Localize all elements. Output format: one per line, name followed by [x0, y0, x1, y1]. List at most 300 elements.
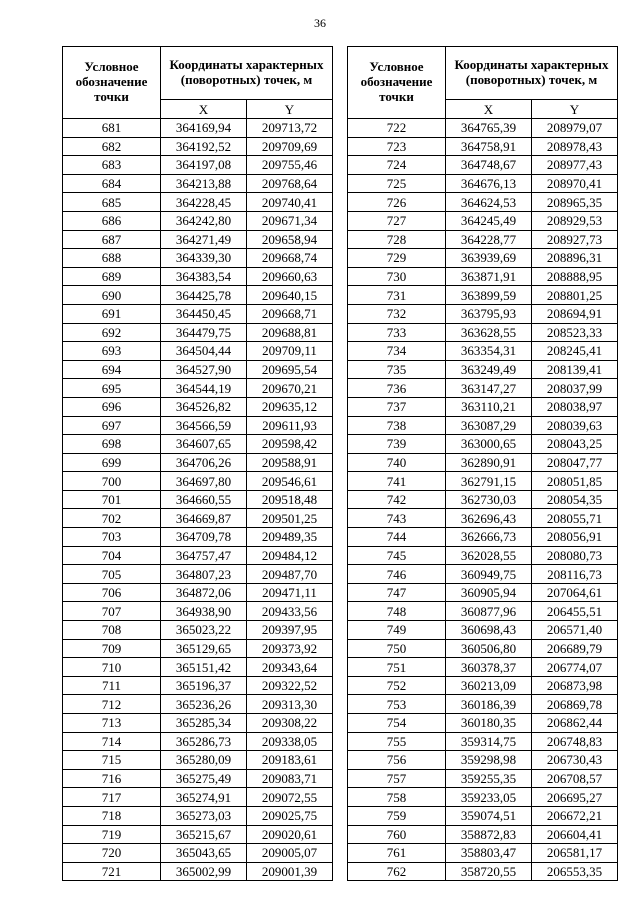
- x-coordinate-cell: 364192,52: [161, 137, 247, 156]
- x-coordinate-cell: 365215,67: [161, 825, 247, 844]
- x-coordinate-cell: 365280,09: [161, 751, 247, 770]
- x-coordinate-cell: 360877,96: [446, 602, 532, 621]
- y-coordinate-cell: 209688,81: [247, 323, 333, 342]
- table-row: [63, 788, 333, 807]
- y-coordinate-cell: 208245,41: [532, 342, 618, 361]
- point-number-cell: 761: [348, 844, 446, 863]
- x-coordinate-cell: 365273,03: [161, 806, 247, 825]
- table-row: [348, 416, 618, 435]
- x-coordinate-cell: 365275,49: [161, 769, 247, 788]
- table-row: [63, 528, 333, 547]
- y-coordinate-cell: 209709,69: [247, 137, 333, 156]
- coordinates-table-left: [62, 46, 333, 881]
- table-row: [63, 230, 333, 249]
- table-row: [63, 806, 333, 825]
- point-number-cell: 751: [348, 658, 446, 677]
- table-row: [63, 323, 333, 342]
- x-coordinate-cell: 364669,87: [161, 509, 247, 528]
- table-row: [348, 751, 618, 770]
- point-number-cell: 749: [348, 621, 446, 640]
- point-number-cell: 705: [63, 565, 161, 584]
- table-row: [63, 751, 333, 770]
- point-label-header: Условное обозначение точки: [63, 47, 161, 119]
- x-coordinate-cell: 365043,65: [161, 844, 247, 863]
- y-coordinate-cell: 209471,11: [247, 583, 333, 602]
- point-number-cell: 703: [63, 528, 161, 547]
- y-coordinate-cell: 208927,73: [532, 230, 618, 249]
- point-number-cell: 725: [348, 174, 446, 193]
- y-coordinate-cell: 209487,70: [247, 565, 333, 584]
- table-row: [63, 137, 333, 156]
- x-coordinate-cell: 363110,21: [446, 397, 532, 416]
- table-row: [63, 546, 333, 565]
- point-number-cell: 759: [348, 806, 446, 825]
- table-row: [63, 211, 333, 230]
- y-coordinate-cell: 208694,91: [532, 304, 618, 323]
- x-coordinate-cell: 364339,30: [161, 249, 247, 268]
- point-number-cell: 734: [348, 342, 446, 361]
- table-row: [63, 379, 333, 398]
- table-row: [348, 788, 618, 807]
- x-coordinate-cell: 364245,49: [446, 211, 532, 230]
- x-coordinate-cell: 364228,77: [446, 230, 532, 249]
- point-number-cell: 727: [348, 211, 446, 230]
- y-coordinate-cell: 208038,97: [532, 397, 618, 416]
- table-row: [63, 416, 333, 435]
- table-row: [63, 639, 333, 658]
- x-coordinate-cell: 364479,75: [161, 323, 247, 342]
- y-coordinate-cell: 209020,61: [247, 825, 333, 844]
- point-number-cell: 698: [63, 435, 161, 454]
- page-number: 36: [314, 16, 326, 30]
- table-row: [348, 267, 618, 286]
- y-coordinate-cell: 208801,25: [532, 286, 618, 305]
- point-number-cell: 695: [63, 379, 161, 398]
- x-column-header: X: [446, 100, 532, 119]
- table-row: [348, 621, 618, 640]
- x-coordinate-cell: 358872,83: [446, 825, 532, 844]
- y-coordinate-cell: 208055,71: [532, 509, 618, 528]
- table-row: [348, 323, 618, 342]
- table-row: [63, 267, 333, 286]
- table-row: [63, 621, 333, 640]
- y-coordinate-cell: 208047,77: [532, 453, 618, 472]
- y-coordinate-cell: 209713,72: [247, 119, 333, 138]
- y-coordinate-cell: 209489,35: [247, 528, 333, 547]
- point-number-cell: 694: [63, 360, 161, 379]
- x-coordinate-cell: 364527,90: [161, 360, 247, 379]
- x-coordinate-cell: 365286,73: [161, 732, 247, 751]
- x-coordinate-cell: 364544,19: [161, 379, 247, 398]
- table-row: [63, 769, 333, 788]
- table-row: [348, 453, 618, 472]
- x-coordinate-cell: 364765,39: [446, 119, 532, 138]
- x-coordinate-cell: 364504,44: [161, 342, 247, 361]
- table-row: [63, 304, 333, 323]
- y-coordinate-cell: 209322,52: [247, 676, 333, 695]
- x-coordinate-cell: 362890,91: [446, 453, 532, 472]
- table-row: [63, 397, 333, 416]
- table-row: [348, 360, 618, 379]
- y-coordinate-cell: 206672,21: [532, 806, 618, 825]
- y-coordinate-cell: 208970,41: [532, 174, 618, 193]
- table-row: [348, 769, 618, 788]
- table-row: [348, 249, 618, 268]
- x-coordinate-cell: 364213,88: [161, 174, 247, 193]
- x-coordinate-cell: 359233,05: [446, 788, 532, 807]
- y-coordinate-cell: 206689,79: [532, 639, 618, 658]
- table-row: [348, 379, 618, 398]
- table-row: [348, 137, 618, 156]
- y-coordinate-cell: 206748,83: [532, 732, 618, 751]
- x-coordinate-cell: 363147,27: [446, 379, 532, 398]
- x-coordinate-cell: 365285,34: [161, 714, 247, 733]
- table-row: [348, 806, 618, 825]
- x-coordinate-cell: 359074,51: [446, 806, 532, 825]
- y-coordinate-cell: 208056,91: [532, 528, 618, 547]
- table-row: [63, 249, 333, 268]
- y-coordinate-cell: 209484,12: [247, 546, 333, 565]
- y-coordinate-cell: 209598,42: [247, 435, 333, 454]
- y-coordinate-cell: 209083,71: [247, 769, 333, 788]
- y-coordinate-cell: 209635,12: [247, 397, 333, 416]
- table-row: [63, 825, 333, 844]
- point-number-cell: 689: [63, 267, 161, 286]
- point-number-cell: 729: [348, 249, 446, 268]
- point-number-cell: 739: [348, 435, 446, 454]
- y-coordinate-cell: 209740,41: [247, 193, 333, 212]
- x-coordinate-cell: 360378,37: [446, 658, 532, 677]
- x-coordinate-cell: 364938,90: [161, 602, 247, 621]
- table-row: [63, 695, 333, 714]
- y-coordinate-cell: 209640,15: [247, 286, 333, 305]
- point-number-cell: 746: [348, 565, 446, 584]
- y-coordinate-cell: 208139,41: [532, 360, 618, 379]
- table-row: [63, 658, 333, 677]
- coordinates-table-right: [347, 46, 618, 881]
- point-number-cell: 731: [348, 286, 446, 305]
- y-coordinate-cell: 208037,99: [532, 379, 618, 398]
- table-row: [348, 230, 618, 249]
- table-row: [348, 825, 618, 844]
- y-coordinate-cell: 209658,94: [247, 230, 333, 249]
- y-coordinate-cell: 206730,43: [532, 751, 618, 770]
- x-coordinate-cell: 362791,15: [446, 472, 532, 491]
- x-coordinate-cell: 360213,09: [446, 676, 532, 695]
- x-coordinate-cell: 364450,45: [161, 304, 247, 323]
- point-number-cell: 737: [348, 397, 446, 416]
- point-number-cell: 709: [63, 639, 161, 658]
- table-row: [348, 658, 618, 677]
- table-row: [348, 119, 618, 138]
- point-number-cell: 752: [348, 676, 446, 695]
- point-number-cell: 719: [63, 825, 161, 844]
- y-coordinate-cell: 209671,34: [247, 211, 333, 230]
- y-coordinate-cell: 206708,57: [532, 769, 618, 788]
- point-number-cell: 733: [348, 323, 446, 342]
- y-coordinate-cell: 208896,31: [532, 249, 618, 268]
- coordinates-header: Координаты характерных (поворотных) точек, м: [161, 47, 333, 100]
- y-coordinate-cell: 208523,33: [532, 323, 618, 342]
- y-coordinate-cell: 206873,98: [532, 676, 618, 695]
- x-coordinate-cell: 364660,55: [161, 490, 247, 509]
- y-coordinate-cell: 208888,95: [532, 267, 618, 286]
- table-row: [348, 714, 618, 733]
- point-number-cell: 685: [63, 193, 161, 212]
- table-row: [63, 676, 333, 695]
- point-number-cell: 688: [63, 249, 161, 268]
- point-number-cell: 715: [63, 751, 161, 770]
- y-coordinate-cell: 209308,22: [247, 714, 333, 733]
- x-coordinate-cell: 364607,65: [161, 435, 247, 454]
- y-column-header: Y: [532, 100, 618, 119]
- table-row: [63, 453, 333, 472]
- y-coordinate-cell: 209670,21: [247, 379, 333, 398]
- point-number-cell: 691: [63, 304, 161, 323]
- point-number-cell: 738: [348, 416, 446, 435]
- table-row: [63, 583, 333, 602]
- x-coordinate-cell: 360698,43: [446, 621, 532, 640]
- x-coordinate-cell: 363000,65: [446, 435, 532, 454]
- table-row: [348, 174, 618, 193]
- table-row: [348, 676, 618, 695]
- y-coordinate-cell: 206455,51: [532, 602, 618, 621]
- x-coordinate-cell: 364748,67: [446, 156, 532, 175]
- table-row: [63, 862, 333, 881]
- x-coordinate-cell: 365151,42: [161, 658, 247, 677]
- point-number-cell: 684: [63, 174, 161, 193]
- point-number-cell: 735: [348, 360, 446, 379]
- point-number-cell: 686: [63, 211, 161, 230]
- point-number-cell: 716: [63, 769, 161, 788]
- table-row: [63, 156, 333, 175]
- x-coordinate-cell: 364624,53: [446, 193, 532, 212]
- table-row: [348, 732, 618, 751]
- table-row: [63, 435, 333, 454]
- y-coordinate-cell: 206695,27: [532, 788, 618, 807]
- y-coordinate-cell: 208043,25: [532, 435, 618, 454]
- point-number-cell: 687: [63, 230, 161, 249]
- y-coordinate-cell: 206862,44: [532, 714, 618, 733]
- point-number-cell: 690: [63, 286, 161, 305]
- point-number-cell: 710: [63, 658, 161, 677]
- y-coordinate-cell: 209025,75: [247, 806, 333, 825]
- y-coordinate-cell: 208054,35: [532, 490, 618, 509]
- point-number-cell: 713: [63, 714, 161, 733]
- table-row: [63, 844, 333, 863]
- point-number-cell: 697: [63, 416, 161, 435]
- x-column-header: X: [161, 100, 247, 119]
- point-number-cell: 702: [63, 509, 161, 528]
- y-coordinate-cell: 209338,05: [247, 732, 333, 751]
- point-number-cell: 726: [348, 193, 446, 212]
- x-coordinate-cell: 364228,45: [161, 193, 247, 212]
- point-number-cell: 748: [348, 602, 446, 621]
- x-coordinate-cell: 364425,78: [161, 286, 247, 305]
- point-number-cell: 682: [63, 137, 161, 156]
- point-number-cell: 717: [63, 788, 161, 807]
- table-row: [348, 304, 618, 323]
- x-coordinate-cell: 360506,80: [446, 639, 532, 658]
- table-row: [348, 156, 618, 175]
- y-coordinate-cell: 209709,11: [247, 342, 333, 361]
- table-row: [63, 602, 333, 621]
- point-number-cell: 743: [348, 509, 446, 528]
- y-coordinate-cell: 208977,43: [532, 156, 618, 175]
- x-coordinate-cell: 365129,65: [161, 639, 247, 658]
- point-number-cell: 696: [63, 397, 161, 416]
- y-coordinate-cell: 208965,35: [532, 193, 618, 212]
- point-number-cell: 706: [63, 583, 161, 602]
- x-coordinate-cell: 358720,55: [446, 862, 532, 881]
- x-coordinate-cell: 364383,54: [161, 267, 247, 286]
- y-coordinate-cell: 206774,07: [532, 658, 618, 677]
- table-row: [348, 490, 618, 509]
- y-coordinate-cell: 206553,35: [532, 862, 618, 881]
- y-coordinate-cell: 209183,61: [247, 751, 333, 770]
- y-coordinate-cell: 209660,63: [247, 267, 333, 286]
- table-row: [63, 732, 333, 751]
- point-number-cell: 707: [63, 602, 161, 621]
- point-number-cell: 744: [348, 528, 446, 547]
- point-number-cell: 760: [348, 825, 446, 844]
- y-coordinate-cell: 208978,43: [532, 137, 618, 156]
- table-row: [348, 583, 618, 602]
- x-coordinate-cell: 363087,29: [446, 416, 532, 435]
- x-coordinate-cell: 364807,23: [161, 565, 247, 584]
- table-row: [63, 360, 333, 379]
- point-number-cell: 753: [348, 695, 446, 714]
- y-coordinate-cell: 209433,56: [247, 602, 333, 621]
- x-coordinate-cell: 363795,93: [446, 304, 532, 323]
- y-coordinate-cell: 207064,61: [532, 583, 618, 602]
- table-row: [63, 193, 333, 212]
- table-row: [348, 862, 618, 881]
- y-coordinate-cell: 208979,07: [532, 119, 618, 138]
- table-row: [348, 193, 618, 212]
- point-number-cell: 681: [63, 119, 161, 138]
- point-number-cell: 704: [63, 546, 161, 565]
- x-coordinate-cell: 360905,94: [446, 583, 532, 602]
- y-coordinate-cell: 206604,41: [532, 825, 618, 844]
- table-row: [63, 472, 333, 491]
- x-coordinate-cell: 364526,82: [161, 397, 247, 416]
- x-coordinate-cell: 363354,31: [446, 342, 532, 361]
- point-label-header: Условное обозначение точки: [348, 47, 446, 119]
- x-coordinate-cell: 364697,80: [161, 472, 247, 491]
- point-number-cell: 745: [348, 546, 446, 565]
- x-coordinate-cell: 359298,98: [446, 751, 532, 770]
- point-number-cell: 683: [63, 156, 161, 175]
- x-coordinate-cell: 364197,08: [161, 156, 247, 175]
- table-row: [348, 602, 618, 621]
- x-coordinate-cell: 365196,37: [161, 676, 247, 695]
- point-number-cell: 732: [348, 304, 446, 323]
- y-coordinate-cell: 209313,30: [247, 695, 333, 714]
- table-row: [348, 695, 618, 714]
- point-number-cell: 740: [348, 453, 446, 472]
- x-coordinate-cell: 362666,73: [446, 528, 532, 547]
- y-coordinate-cell: 209373,92: [247, 639, 333, 658]
- y-coordinate-cell: 209501,25: [247, 509, 333, 528]
- x-coordinate-cell: 362028,55: [446, 546, 532, 565]
- x-coordinate-cell: 364271,49: [161, 230, 247, 249]
- x-coordinate-cell: 365274,91: [161, 788, 247, 807]
- point-number-cell: 750: [348, 639, 446, 658]
- point-number-cell: 712: [63, 695, 161, 714]
- table-row: [348, 286, 618, 305]
- y-column-header: Y: [247, 100, 333, 119]
- point-number-cell: 756: [348, 751, 446, 770]
- point-number-cell: 699: [63, 453, 161, 472]
- y-coordinate-cell: 209755,46: [247, 156, 333, 175]
- x-coordinate-cell: 358803,47: [446, 844, 532, 863]
- point-number-cell: 728: [348, 230, 446, 249]
- table-row: [63, 342, 333, 361]
- x-coordinate-cell: 364706,26: [161, 453, 247, 472]
- point-number-cell: 701: [63, 490, 161, 509]
- point-number-cell: 721: [63, 862, 161, 881]
- table-row: [63, 490, 333, 509]
- x-coordinate-cell: 363871,91: [446, 267, 532, 286]
- x-coordinate-cell: 359314,75: [446, 732, 532, 751]
- x-coordinate-cell: 365002,99: [161, 862, 247, 881]
- y-coordinate-cell: 209695,54: [247, 360, 333, 379]
- x-coordinate-cell: 364242,80: [161, 211, 247, 230]
- x-coordinate-cell: 364757,47: [161, 546, 247, 565]
- y-coordinate-cell: 209518,48: [247, 490, 333, 509]
- point-number-cell: 724: [348, 156, 446, 175]
- x-coordinate-cell: 365023,22: [161, 621, 247, 640]
- y-coordinate-cell: 208039,63: [532, 416, 618, 435]
- y-coordinate-cell: 208051,85: [532, 472, 618, 491]
- x-coordinate-cell: 364566,59: [161, 416, 247, 435]
- point-number-cell: 700: [63, 472, 161, 491]
- y-coordinate-cell: 209768,64: [247, 174, 333, 193]
- table-row: [348, 509, 618, 528]
- point-number-cell: 762: [348, 862, 446, 881]
- x-coordinate-cell: 364169,94: [161, 119, 247, 138]
- x-coordinate-cell: 360186,39: [446, 695, 532, 714]
- y-coordinate-cell: 208080,73: [532, 546, 618, 565]
- point-number-cell: 693: [63, 342, 161, 361]
- table-row: [348, 639, 618, 658]
- table-row: [348, 546, 618, 565]
- point-number-cell: 747: [348, 583, 446, 602]
- table-row: [63, 286, 333, 305]
- x-coordinate-cell: 362730,03: [446, 490, 532, 509]
- table-row: [348, 342, 618, 361]
- y-coordinate-cell: 208116,73: [532, 565, 618, 584]
- y-coordinate-cell: 209546,61: [247, 472, 333, 491]
- x-coordinate-cell: 364676,13: [446, 174, 532, 193]
- table-row: [348, 844, 618, 863]
- point-number-cell: 757: [348, 769, 446, 788]
- x-coordinate-cell: 362696,43: [446, 509, 532, 528]
- y-coordinate-cell: 209668,71: [247, 304, 333, 323]
- y-coordinate-cell: 209588,91: [247, 453, 333, 472]
- x-coordinate-cell: 360180,35: [446, 714, 532, 733]
- x-coordinate-cell: 363899,59: [446, 286, 532, 305]
- x-coordinate-cell: 363628,55: [446, 323, 532, 342]
- x-coordinate-cell: 364758,91: [446, 137, 532, 156]
- point-number-cell: 720: [63, 844, 161, 863]
- point-number-cell: 755: [348, 732, 446, 751]
- table-row: [63, 119, 333, 138]
- y-coordinate-cell: 209343,64: [247, 658, 333, 677]
- point-number-cell: 742: [348, 490, 446, 509]
- table-row: [348, 528, 618, 547]
